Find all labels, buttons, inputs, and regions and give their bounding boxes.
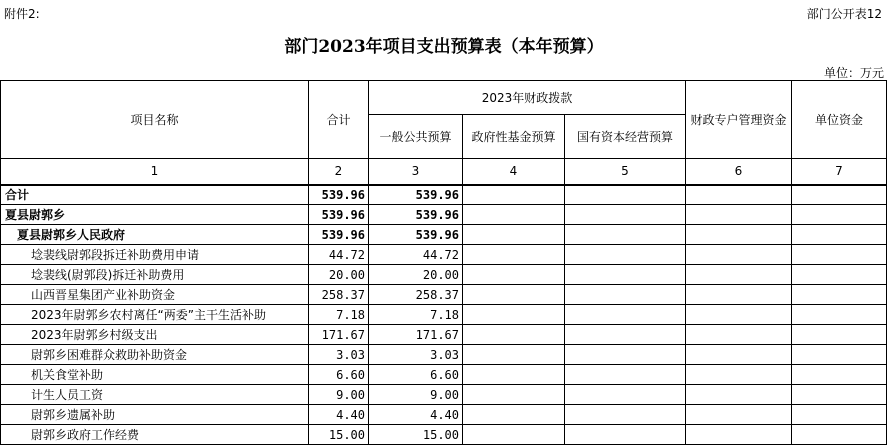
amount-cell-total: 171.67 — [309, 325, 369, 345]
budget-table — [0, 80, 887, 445]
amount-cell-general: 15.00 — [369, 425, 463, 445]
table-row — [1, 425, 887, 445]
column-index: 1 — [1, 159, 309, 185]
amount-cell-special — [686, 405, 792, 425]
amount-cell-fund — [463, 205, 565, 225]
amount-cell-unit-funds — [792, 205, 887, 225]
amount-cell-special — [686, 365, 792, 385]
amount-cell-special — [686, 305, 792, 325]
amount-cell-general: 3.03 — [369, 345, 463, 365]
amount-cell-unit-funds — [792, 345, 887, 365]
table-row — [1, 185, 887, 205]
amount-cell-state-capital — [565, 405, 686, 425]
amount-cell-state-capital — [565, 205, 686, 225]
amount-cell-state-capital — [565, 425, 686, 445]
amount-cell-special — [686, 325, 792, 345]
amount-cell-total: 7.18 — [309, 305, 369, 325]
project-name-cell: 夏县尉郭乡 — [1, 205, 309, 225]
amount-cell-special — [686, 245, 792, 265]
amount-cell-fund — [463, 345, 565, 365]
amount-cell-fund — [463, 185, 565, 205]
amount-cell-total: 3.03 — [309, 345, 369, 365]
amount-cell-general: 539.96 — [369, 225, 463, 245]
table-row — [1, 245, 887, 265]
amount-cell-state-capital — [565, 245, 686, 265]
project-name-cell: 机关食堂补助 — [1, 365, 309, 385]
amount-cell-general: 6.60 — [369, 365, 463, 385]
project-name-cell: 山西晋星集团产业补助资金 — [1, 285, 309, 305]
amount-cell-fund — [463, 285, 565, 305]
amount-cell-unit-funds — [792, 385, 887, 405]
header-unit-funds: 单位资金 — [792, 81, 887, 159]
table-body — [1, 185, 887, 445]
amount-cell-state-capital — [565, 185, 686, 205]
table-row — [1, 345, 887, 365]
attachment-label: 附件2: — [4, 7, 40, 21]
amount-cell-fund — [463, 265, 565, 285]
amount-cell-general: 171.67 — [369, 325, 463, 345]
amount-cell-special — [686, 345, 792, 365]
project-name-cell: 合计 — [1, 185, 309, 205]
amount-cell-special — [686, 385, 792, 405]
amount-cell-fund — [463, 405, 565, 425]
amount-cell-unit-funds — [792, 185, 887, 205]
amount-cell-state-capital — [565, 325, 686, 345]
amount-cell-state-capital — [565, 265, 686, 285]
amount-cell-unit-funds — [792, 325, 887, 345]
column-index: 2 — [309, 159, 369, 185]
amount-cell-total: 539.96 — [309, 185, 369, 205]
amount-cell-fund — [463, 225, 565, 245]
amount-cell-general: 7.18 — [369, 305, 463, 325]
unit-label: 单位：万元 — [823, 66, 884, 80]
amount-cell-fund — [463, 385, 565, 405]
project-name-cell: 计生人员工资 — [1, 385, 309, 405]
header-special-account: 财政专户管理资金 — [686, 81, 792, 159]
page-title: 部门2023年项目支出预算表（本年预算） — [284, 37, 604, 57]
amount-cell-special — [686, 265, 792, 285]
amount-cell-general: 539.96 — [369, 185, 463, 205]
amount-cell-state-capital — [565, 345, 686, 365]
project-name-cell: 尉郭乡遗属补助 — [1, 405, 309, 425]
amount-cell-state-capital — [565, 225, 686, 245]
amount-cell-unit-funds — [792, 225, 887, 245]
amount-cell-unit-funds — [792, 305, 887, 325]
form-code: 部门公开表12 — [806, 7, 882, 21]
amount-cell-fund — [463, 365, 565, 385]
amount-cell-fund — [463, 425, 565, 445]
column-index: 7 — [792, 159, 887, 185]
amount-cell-general: 539.96 — [369, 205, 463, 225]
project-name-cell: 尉郭乡政府工作经费 — [1, 425, 309, 445]
header-fiscal-group: 2023年财政拨款 — [369, 81, 686, 115]
project-name-cell: 埝裴线(尉郭段)拆迁补助费用 — [1, 265, 309, 285]
header-state-capital-budget: 国有资本经营预算 — [565, 115, 686, 159]
column-index: 6 — [686, 159, 792, 185]
project-name-cell: 2023年尉郭乡农村离任“两委”主干生活补助 — [1, 305, 309, 325]
table-row — [1, 365, 887, 385]
amount-cell-general: 20.00 — [369, 265, 463, 285]
header-total: 合计 — [309, 81, 369, 159]
amount-cell-special — [686, 425, 792, 445]
project-name-cell: 埝裴线尉郭段拆迁补助费用申请 — [1, 245, 309, 265]
table-row — [1, 385, 887, 405]
amount-cell-total: 9.00 — [309, 385, 369, 405]
amount-cell-state-capital — [565, 365, 686, 385]
amount-cell-special — [686, 225, 792, 245]
amount-cell-total: 539.96 — [309, 205, 369, 225]
amount-cell-total: 539.96 — [309, 225, 369, 245]
table-row — [1, 265, 887, 285]
column-index: 3 — [369, 159, 463, 185]
amount-cell-total: 44.72 — [309, 245, 369, 265]
table-row — [1, 405, 887, 425]
amount-cell-unit-funds — [792, 425, 887, 445]
amount-cell-state-capital — [565, 305, 686, 325]
amount-cell-state-capital — [565, 385, 686, 405]
amount-cell-general: 44.72 — [369, 245, 463, 265]
project-name-cell: 2023年尉郭乡村级支出 — [1, 325, 309, 345]
amount-cell-general: 258.37 — [369, 285, 463, 305]
amount-cell-total: 15.00 — [309, 425, 369, 445]
amount-cell-fund — [463, 305, 565, 325]
amount-cell-general: 4.40 — [369, 405, 463, 425]
header-project-name: 项目名称 — [1, 81, 309, 159]
column-index: 5 — [565, 159, 686, 185]
amount-cell-special — [686, 285, 792, 305]
amount-cell-fund — [463, 245, 565, 265]
header-fund-budget: 政府性基金预算 — [463, 115, 565, 159]
table-row — [1, 325, 887, 345]
table-row — [1, 285, 887, 305]
amount-cell-unit-funds — [792, 285, 887, 305]
project-name-cell: 尉郭乡困难群众救助补助资金 — [1, 345, 309, 365]
amount-cell-total: 258.37 — [309, 285, 369, 305]
amount-cell-special — [686, 205, 792, 225]
amount-cell-special — [686, 185, 792, 205]
amount-cell-state-capital — [565, 285, 686, 305]
table-row — [1, 305, 887, 325]
table-row — [1, 225, 887, 245]
amount-cell-unit-funds — [792, 365, 887, 385]
header-general-budget: 一般公共预算 — [369, 115, 463, 159]
amount-cell-unit-funds — [792, 265, 887, 285]
amount-cell-general: 9.00 — [369, 385, 463, 405]
column-index: 4 — [463, 159, 565, 185]
amount-cell-unit-funds — [792, 245, 887, 265]
amount-cell-total: 4.40 — [309, 405, 369, 425]
table-row — [1, 205, 887, 225]
amount-cell-fund — [463, 325, 565, 345]
amount-cell-unit-funds — [792, 405, 887, 425]
project-name-cell: 夏县尉郭乡人民政府 — [1, 225, 309, 245]
amount-cell-total: 6.60 — [309, 365, 369, 385]
amount-cell-total: 20.00 — [309, 265, 369, 285]
